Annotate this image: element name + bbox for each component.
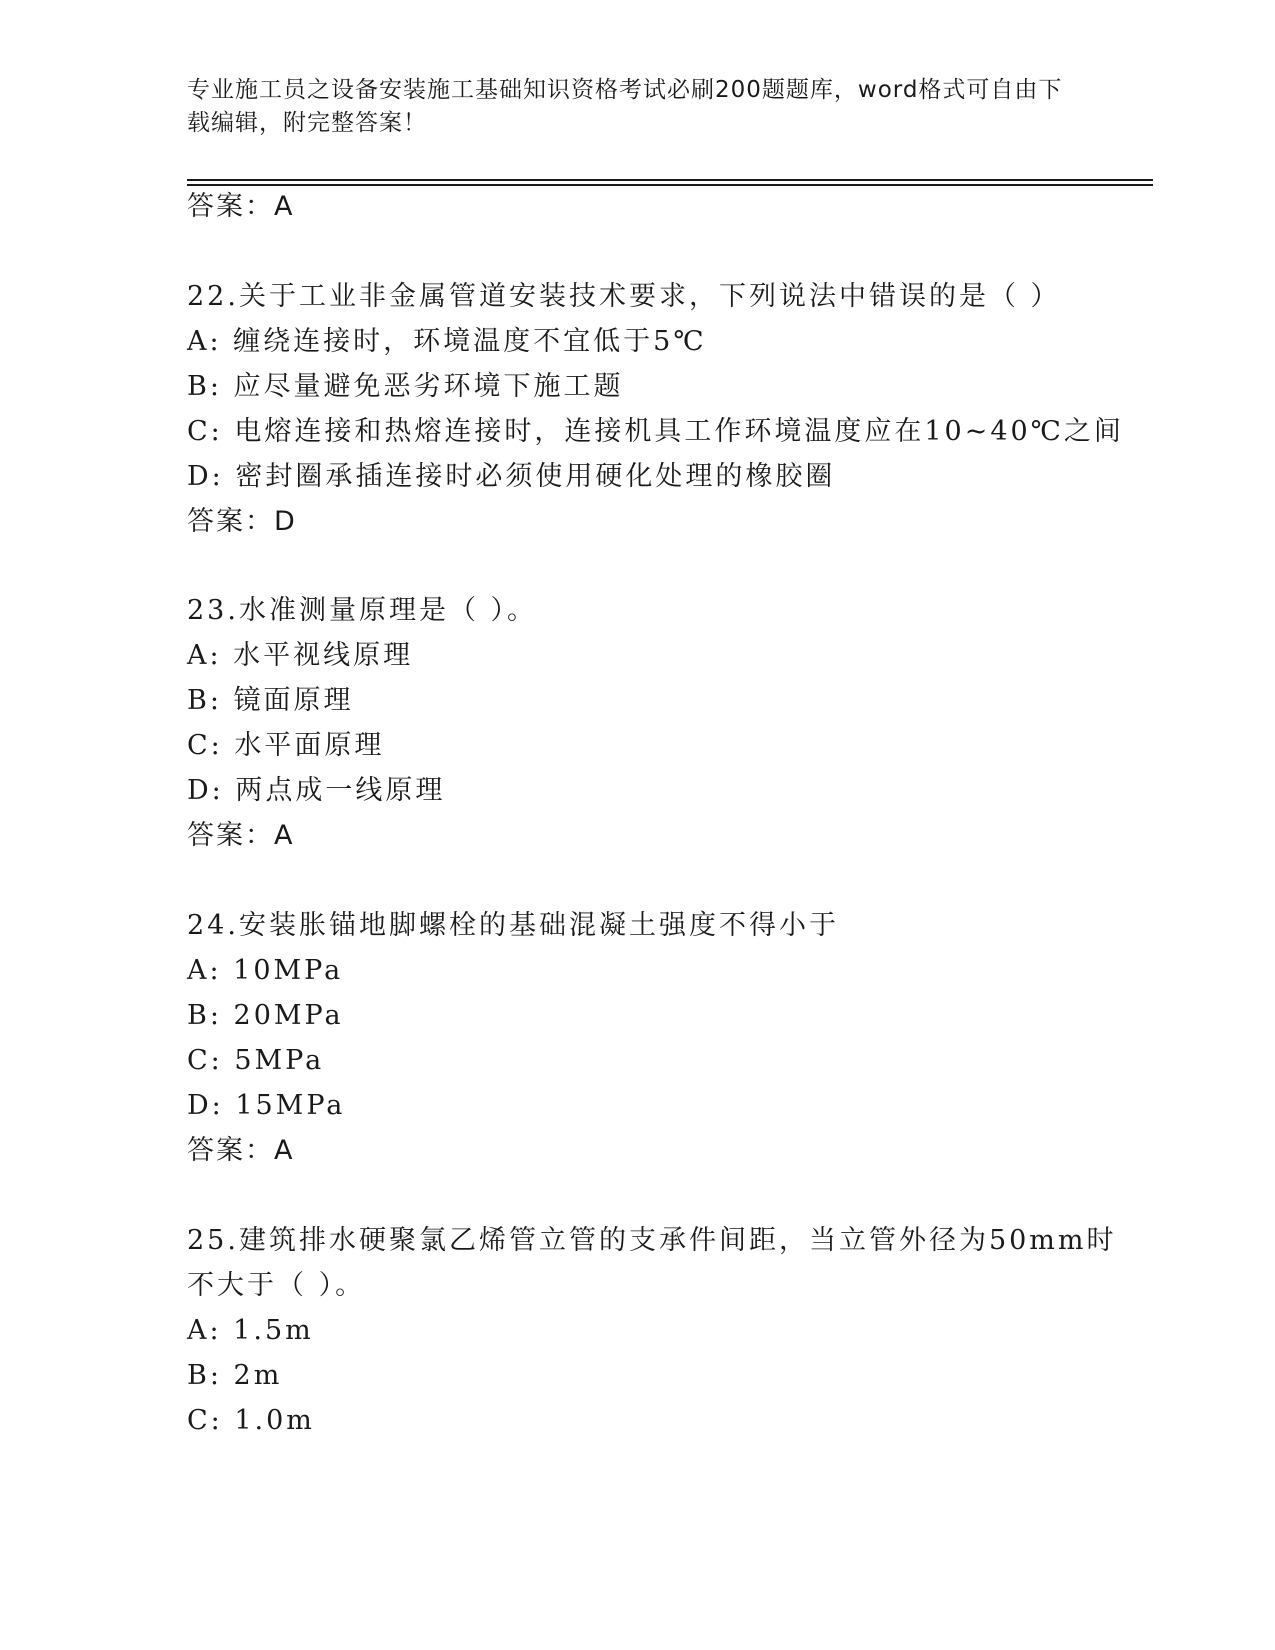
option-b: B: 20MPa [187, 1000, 344, 1031]
question-stem: 22.关于工业非金属管道安装技术要求，下列说法中错误的是（ ） [187, 281, 1061, 312]
option-a: A: 10MPa [187, 955, 344, 986]
previous-answer: 答案：A [187, 191, 295, 222]
option-d: D: 密封圈承插连接时必须使用硬化处理的橡胶圈 [187, 461, 836, 492]
option-d: D: 两点成一线原理 [187, 775, 446, 806]
option-c: C: 5MPa [187, 1045, 325, 1076]
question-stem: 25.建筑排水硬聚氯乙烯管立管的支承件间距，当立管外径为50mm时 [187, 1225, 1117, 1256]
option-c: C: 水平面原理 [187, 730, 385, 761]
page-header: 专业施工员之设备安装施工基础知识资格考试必刷200题题库，word格式可自由下载编辑，附完整答案！ [187, 77, 1063, 136]
option-a: A: 1.5m [187, 1315, 314, 1346]
option-a: A: 缠绕连接时，环境温度不宜低于5℃ [187, 326, 707, 357]
header-rule-bottom [187, 184, 1153, 186]
question-stem: 24.安装胀锚地脚螺栓的基础混凝土强度不得小于 [187, 910, 839, 941]
option-d: D: 15MPa [187, 1090, 346, 1121]
option-c: C: 电熔连接和热熔连接时，连接机具工作环境温度应在10~40℃之间 [187, 416, 1124, 447]
header-rule-top [187, 179, 1153, 181]
answer: 答案：A [187, 1135, 295, 1166]
option-b: B: 应尽量避免恶劣环境下施工题 [187, 371, 624, 402]
option-b: B: 镜面原理 [187, 685, 354, 716]
answer: 答案：A [187, 820, 295, 851]
question-stem: 23.水准测量原理是（ ）。 [187, 595, 538, 626]
question-stem-continued: 不大于（ ）。 [187, 1270, 366, 1301]
answer: 答案：D [187, 506, 297, 537]
option-b: B: 2m [187, 1360, 283, 1391]
option-a: A: 水平视线原理 [187, 640, 414, 671]
option-c: C: 1.0m [187, 1405, 315, 1436]
